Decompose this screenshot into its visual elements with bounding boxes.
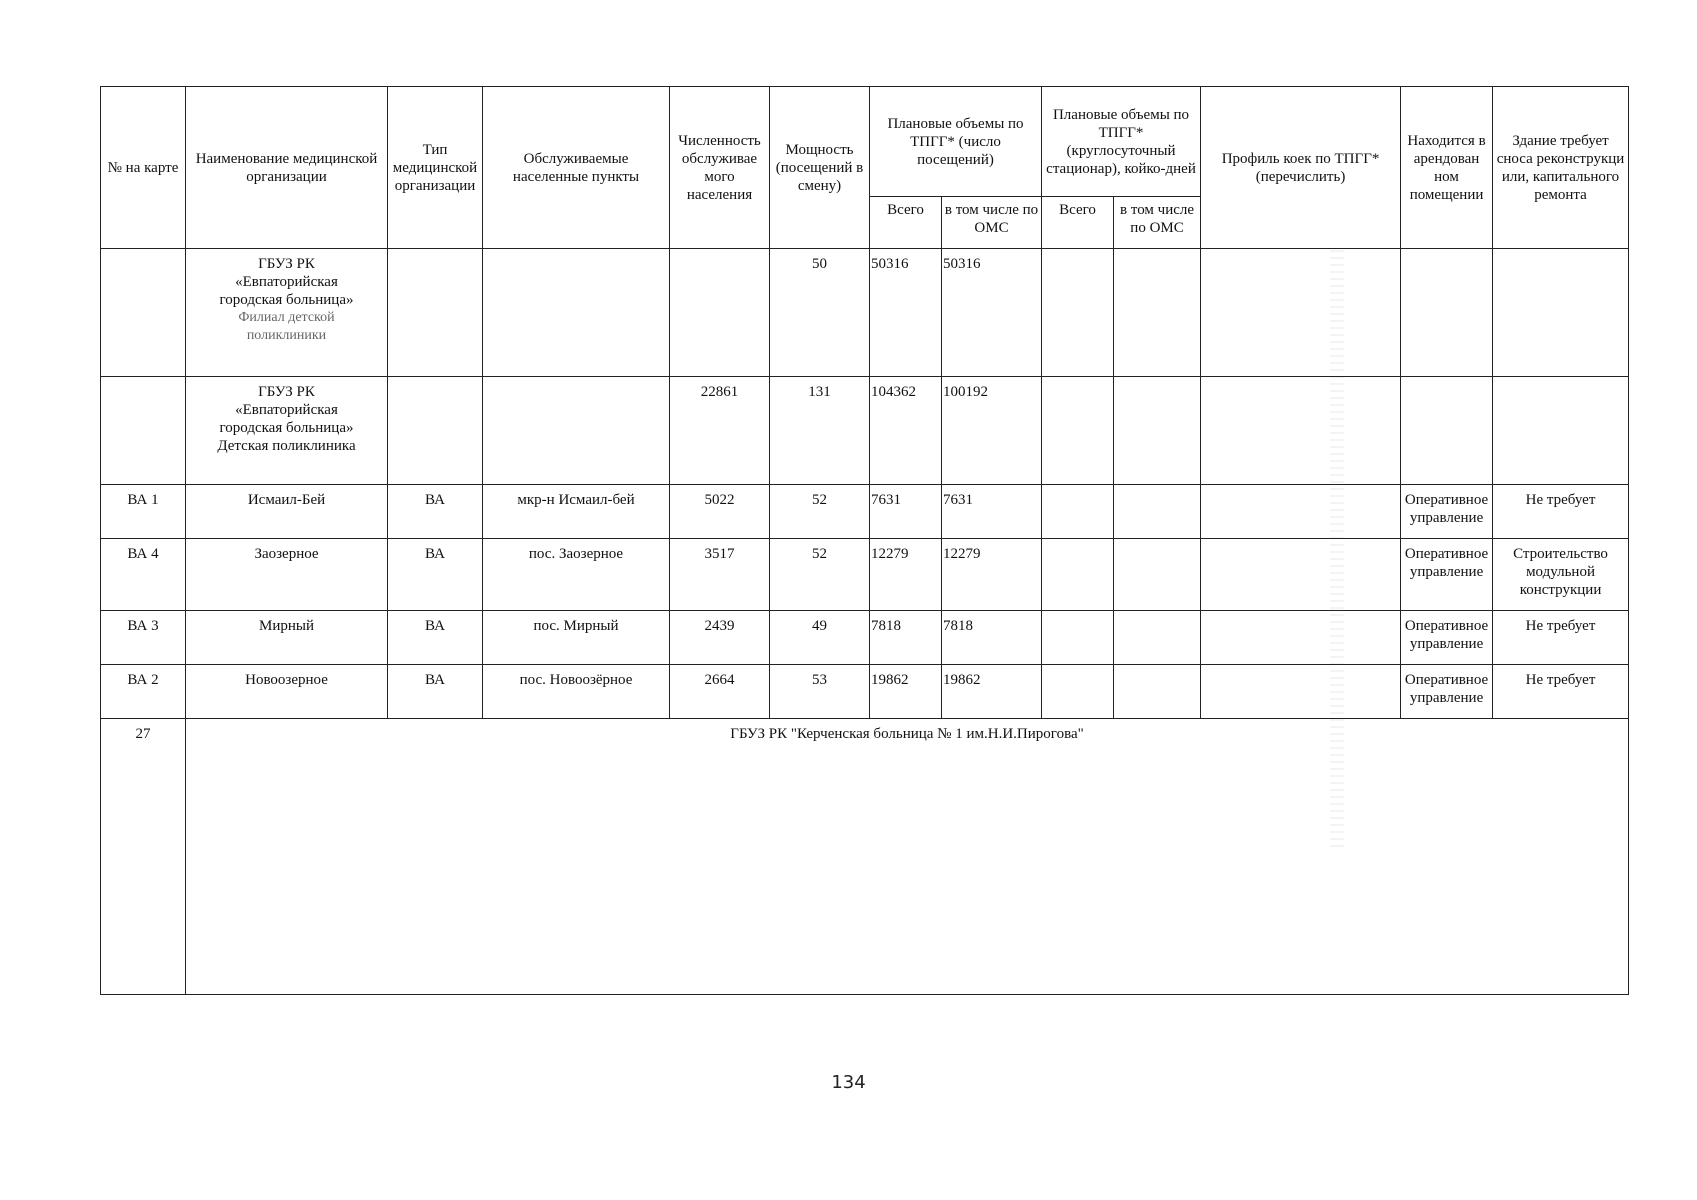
table-header	[101, 87, 1629, 249]
cell-map-no: ВА 3	[101, 611, 186, 665]
cell-org-type: ВА	[388, 611, 483, 665]
cell-beds-oms	[1114, 377, 1201, 485]
section-number: 27	[101, 719, 186, 995]
cell-rented: Оперативное управление	[1401, 665, 1493, 719]
cell-capacity: 53	[770, 665, 870, 719]
cell-visits-total: 104362	[870, 377, 942, 485]
header-visits-group: Плановые объемы по ТПГГ* (число посещений)	[870, 87, 1042, 197]
org-name-line: городская больница»	[219, 292, 354, 308]
org-name-line: Новоозерное	[245, 672, 328, 688]
cell-rented: Оперативное управление	[1401, 611, 1493, 665]
cell-beds-total	[1042, 485, 1114, 539]
cell-building	[1493, 377, 1629, 485]
header-visits-total: Всего	[870, 197, 942, 249]
cell-visits-total: 50316	[870, 249, 942, 377]
cell-settlements	[483, 377, 670, 485]
cell-rented: Оперативное управление	[1401, 539, 1493, 611]
cell-beds-total	[1042, 665, 1114, 719]
table-row	[101, 249, 1629, 377]
medical-organizations-table	[100, 86, 1629, 995]
org-name-line: «Евпаторийская	[235, 402, 338, 418]
cell-beds-profile	[1201, 665, 1401, 719]
cell-building	[1493, 249, 1629, 377]
cell-building: Не требует	[1493, 665, 1629, 719]
cell-visits-oms: 19862	[942, 665, 1042, 719]
header-settlements: Обслуживаемые населенные пункты	[483, 87, 670, 249]
cell-visits-oms: 12279	[942, 539, 1042, 611]
section-title: ГБУЗ РК "Керченская больница № 1 им.Н.И.Пирогова"	[186, 719, 1629, 995]
cell-building: Не требует	[1493, 485, 1629, 539]
section-row	[101, 719, 1629, 995]
cell-visits-total: 7631	[870, 485, 942, 539]
page-number: 134	[831, 1072, 866, 1093]
org-name-line: Заозерное	[254, 546, 319, 562]
cell-building: Не требует	[1493, 611, 1629, 665]
header-beds-group: Плановые объемы по ТПГГ* (круглосуточный стационар), койко-дней	[1042, 87, 1201, 197]
header-visits-oms: в том числе по ОМС	[942, 197, 1042, 249]
org-name-line: городская больница»	[219, 420, 354, 436]
cell-org-name	[186, 539, 388, 611]
cell-capacity: 49	[770, 611, 870, 665]
cell-capacity: 52	[770, 539, 870, 611]
table-row	[101, 539, 1629, 611]
cell-rented	[1401, 249, 1493, 377]
header-rented: Находится в арендован ном помещении	[1401, 87, 1493, 249]
cell-population: 2664	[670, 665, 770, 719]
cell-beds-profile	[1201, 611, 1401, 665]
cell-building: Строительство модульной конструкции	[1493, 539, 1629, 611]
header-beds-profile: Профиль коек по ТПГГ* (перечислить)	[1201, 87, 1401, 249]
table-row	[101, 665, 1629, 719]
header-map-no: № на карте	[101, 87, 186, 249]
cell-population: 3517	[670, 539, 770, 611]
cell-org-name	[186, 665, 388, 719]
cell-map-no: ВА 1	[101, 485, 186, 539]
org-name-line: ГБУЗ РК	[258, 256, 315, 272]
cell-population: 22861	[670, 377, 770, 485]
table-row	[101, 485, 1629, 539]
header-capacity: Мощность (посещений в смену)	[770, 87, 870, 249]
cell-org-type: ВА	[388, 665, 483, 719]
org-name-line: ГБУЗ РК	[258, 384, 315, 400]
org-name-faded-line: поликлиники	[246, 328, 327, 343]
cell-capacity: 52	[770, 485, 870, 539]
cell-beds-oms	[1114, 485, 1201, 539]
cell-beds-oms	[1114, 665, 1201, 719]
cell-capacity: 131	[770, 377, 870, 485]
cell-beds-oms	[1114, 539, 1201, 611]
org-name-line: Детская поликлиника	[217, 438, 356, 454]
cell-beds-total	[1042, 249, 1114, 377]
cell-population	[670, 249, 770, 377]
cell-org-type	[388, 377, 483, 485]
table-row	[101, 611, 1629, 665]
header-org-type: Тип медицинской организации	[388, 87, 483, 249]
cell-rented	[1401, 377, 1493, 485]
cell-visits-oms: 7818	[942, 611, 1042, 665]
cell-map-no: ВА 2	[101, 665, 186, 719]
cell-settlements	[483, 249, 670, 377]
cell-rented: Оперативное управление	[1401, 485, 1493, 539]
cell-map-no	[101, 249, 186, 377]
cell-settlements: пос. Новоозёрное	[483, 665, 670, 719]
cell-settlements: пос. Мирный	[483, 611, 670, 665]
cell-visits-oms: 7631	[942, 485, 1042, 539]
cell-visits-total: 12279	[870, 539, 942, 611]
cell-org-name	[186, 611, 388, 665]
cell-visits-oms: 100192	[942, 377, 1042, 485]
cell-settlements: пос. Заозерное	[483, 539, 670, 611]
cell-org-type: ВА	[388, 539, 483, 611]
cell-capacity: 50	[770, 249, 870, 377]
header-beds-oms: в том числе по ОМС	[1114, 197, 1201, 249]
cell-org-name	[186, 377, 388, 485]
cell-visits-oms: 50316	[942, 249, 1042, 377]
org-name-line: «Евпаторийская	[235, 274, 338, 290]
cell-beds-profile	[1201, 539, 1401, 611]
header-building: Здание требует сноса реконструкци или, капитального ремонта	[1493, 87, 1629, 249]
cell-population: 5022	[670, 485, 770, 539]
header-beds-total: Всего	[1042, 197, 1114, 249]
cell-beds-profile	[1201, 485, 1401, 539]
cell-beds-total	[1042, 377, 1114, 485]
org-name-line: Исмаил-Бей	[247, 492, 326, 508]
cell-map-no	[101, 377, 186, 485]
cell-org-name	[186, 249, 388, 377]
cell-org-type: ВА	[388, 485, 483, 539]
cell-visits-total: 19862	[870, 665, 942, 719]
cell-beds-total	[1042, 611, 1114, 665]
header-org-name: Наименование медицинской организации	[186, 87, 388, 249]
cell-org-type	[388, 249, 483, 377]
cell-map-no: ВА 4	[101, 539, 186, 611]
table-row	[101, 377, 1629, 485]
cell-beds-oms	[1114, 249, 1201, 377]
cell-population: 2439	[670, 611, 770, 665]
header-population: Численность обслуживае мого населения	[670, 87, 770, 249]
cell-beds-oms	[1114, 611, 1201, 665]
cell-org-name	[186, 485, 388, 539]
table-body	[101, 249, 1629, 995]
org-name-faded-line: Филиал детской	[238, 310, 335, 325]
cell-beds-profile	[1201, 377, 1401, 485]
cell-visits-total: 7818	[870, 611, 942, 665]
cell-settlements: мкр-н Исмаил-бей	[483, 485, 670, 539]
cell-beds-profile	[1201, 249, 1401, 377]
cell-beds-total	[1042, 539, 1114, 611]
org-name-line: Мирный	[259, 618, 314, 634]
